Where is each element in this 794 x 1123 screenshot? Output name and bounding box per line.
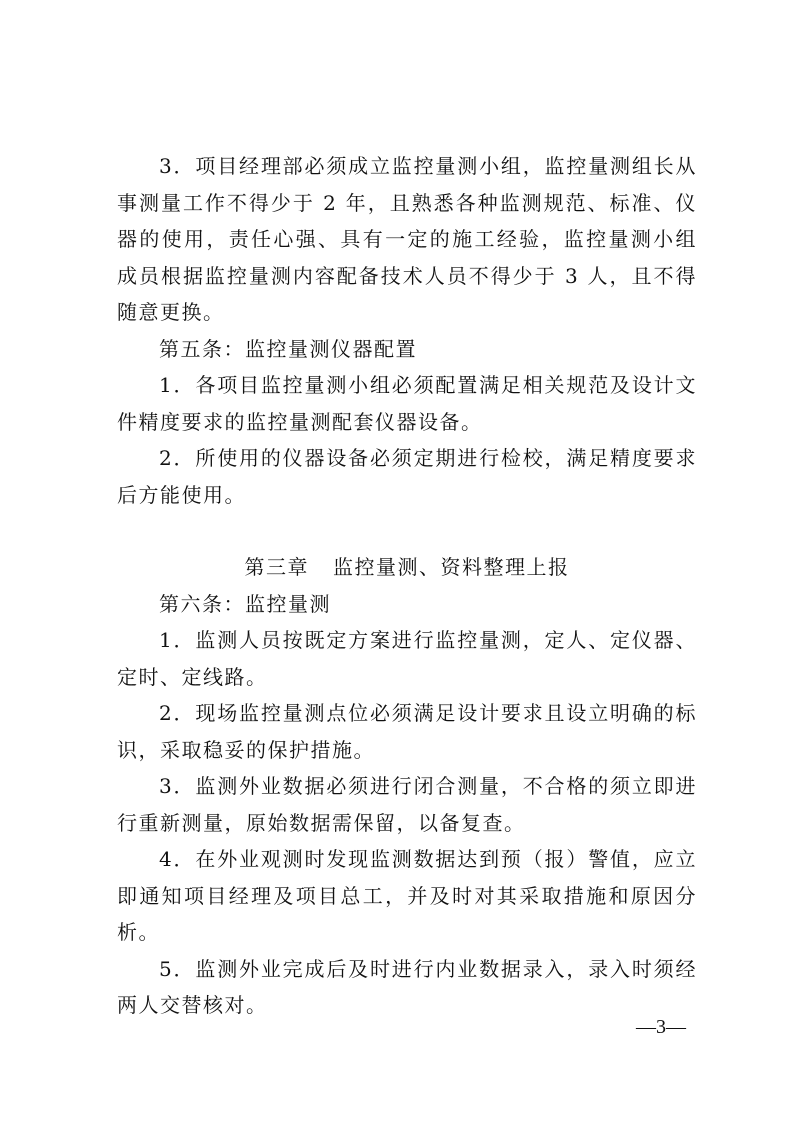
paragraph-data-entry: 5．监测外业完成后及时进行内业数据录入，录入时须经两人交替核对。	[117, 956, 697, 1017]
chapter-title: 监控量测、资料整理上报	[333, 555, 570, 579]
chapter-heading	[117, 549, 697, 586]
article-6-heading: 第六条：监控量测	[159, 591, 331, 616]
page-number: —3—	[636, 1016, 686, 1038]
paragraph-closed-survey: 3．监测外业数据必须进行闭合测量，不合格的须立即进行重新测量，原始数据需保留，以备复查。	[117, 774, 697, 835]
paragraph-item-3-team: 3．项目经理部必须成立监控量测小组，监控量测组长从事测量工作不得少于 2 年，且熟悉各种监测规范、标准、仪器的使用，责任心强、具有一定的施工经验，监控量测小组成员根据监控量测内容配备技术人员不得少于 3 人，且不得随意更换。	[117, 154, 697, 324]
chapter-number: 第三章	[244, 555, 309, 579]
paragraph-monitoring-plan: 1．监测人员按既定方案进行监控量测，定人、定仪器、定时、定线路。	[117, 628, 697, 689]
paragraph-monitoring-points: 2．现场监控量测点位必须满足设计要求且设立明确的标识，采取稳妥的保护措施。	[117, 701, 697, 762]
paragraph-instrument-config: 1．各项目监控量测小组必须配置满足相关规范及设计文件精度要求的监控量测配套仪器设备。	[117, 373, 697, 434]
paragraph-instrument-calibration: 2．所使用的仪器设备必须定期进行检校，满足精度要求后方能使用。	[117, 446, 697, 507]
document-body	[117, 148, 697, 1024]
section-spacer	[117, 513, 697, 549]
paragraph-warning-value: 4．在外业观测时发现监测数据达到预（报）警值，应立即通知项目经理及项目总工，并及时对其采取措施和原因分析。	[117, 847, 697, 944]
article-5-heading: 第五条：监控量测仪器配置	[159, 336, 417, 361]
